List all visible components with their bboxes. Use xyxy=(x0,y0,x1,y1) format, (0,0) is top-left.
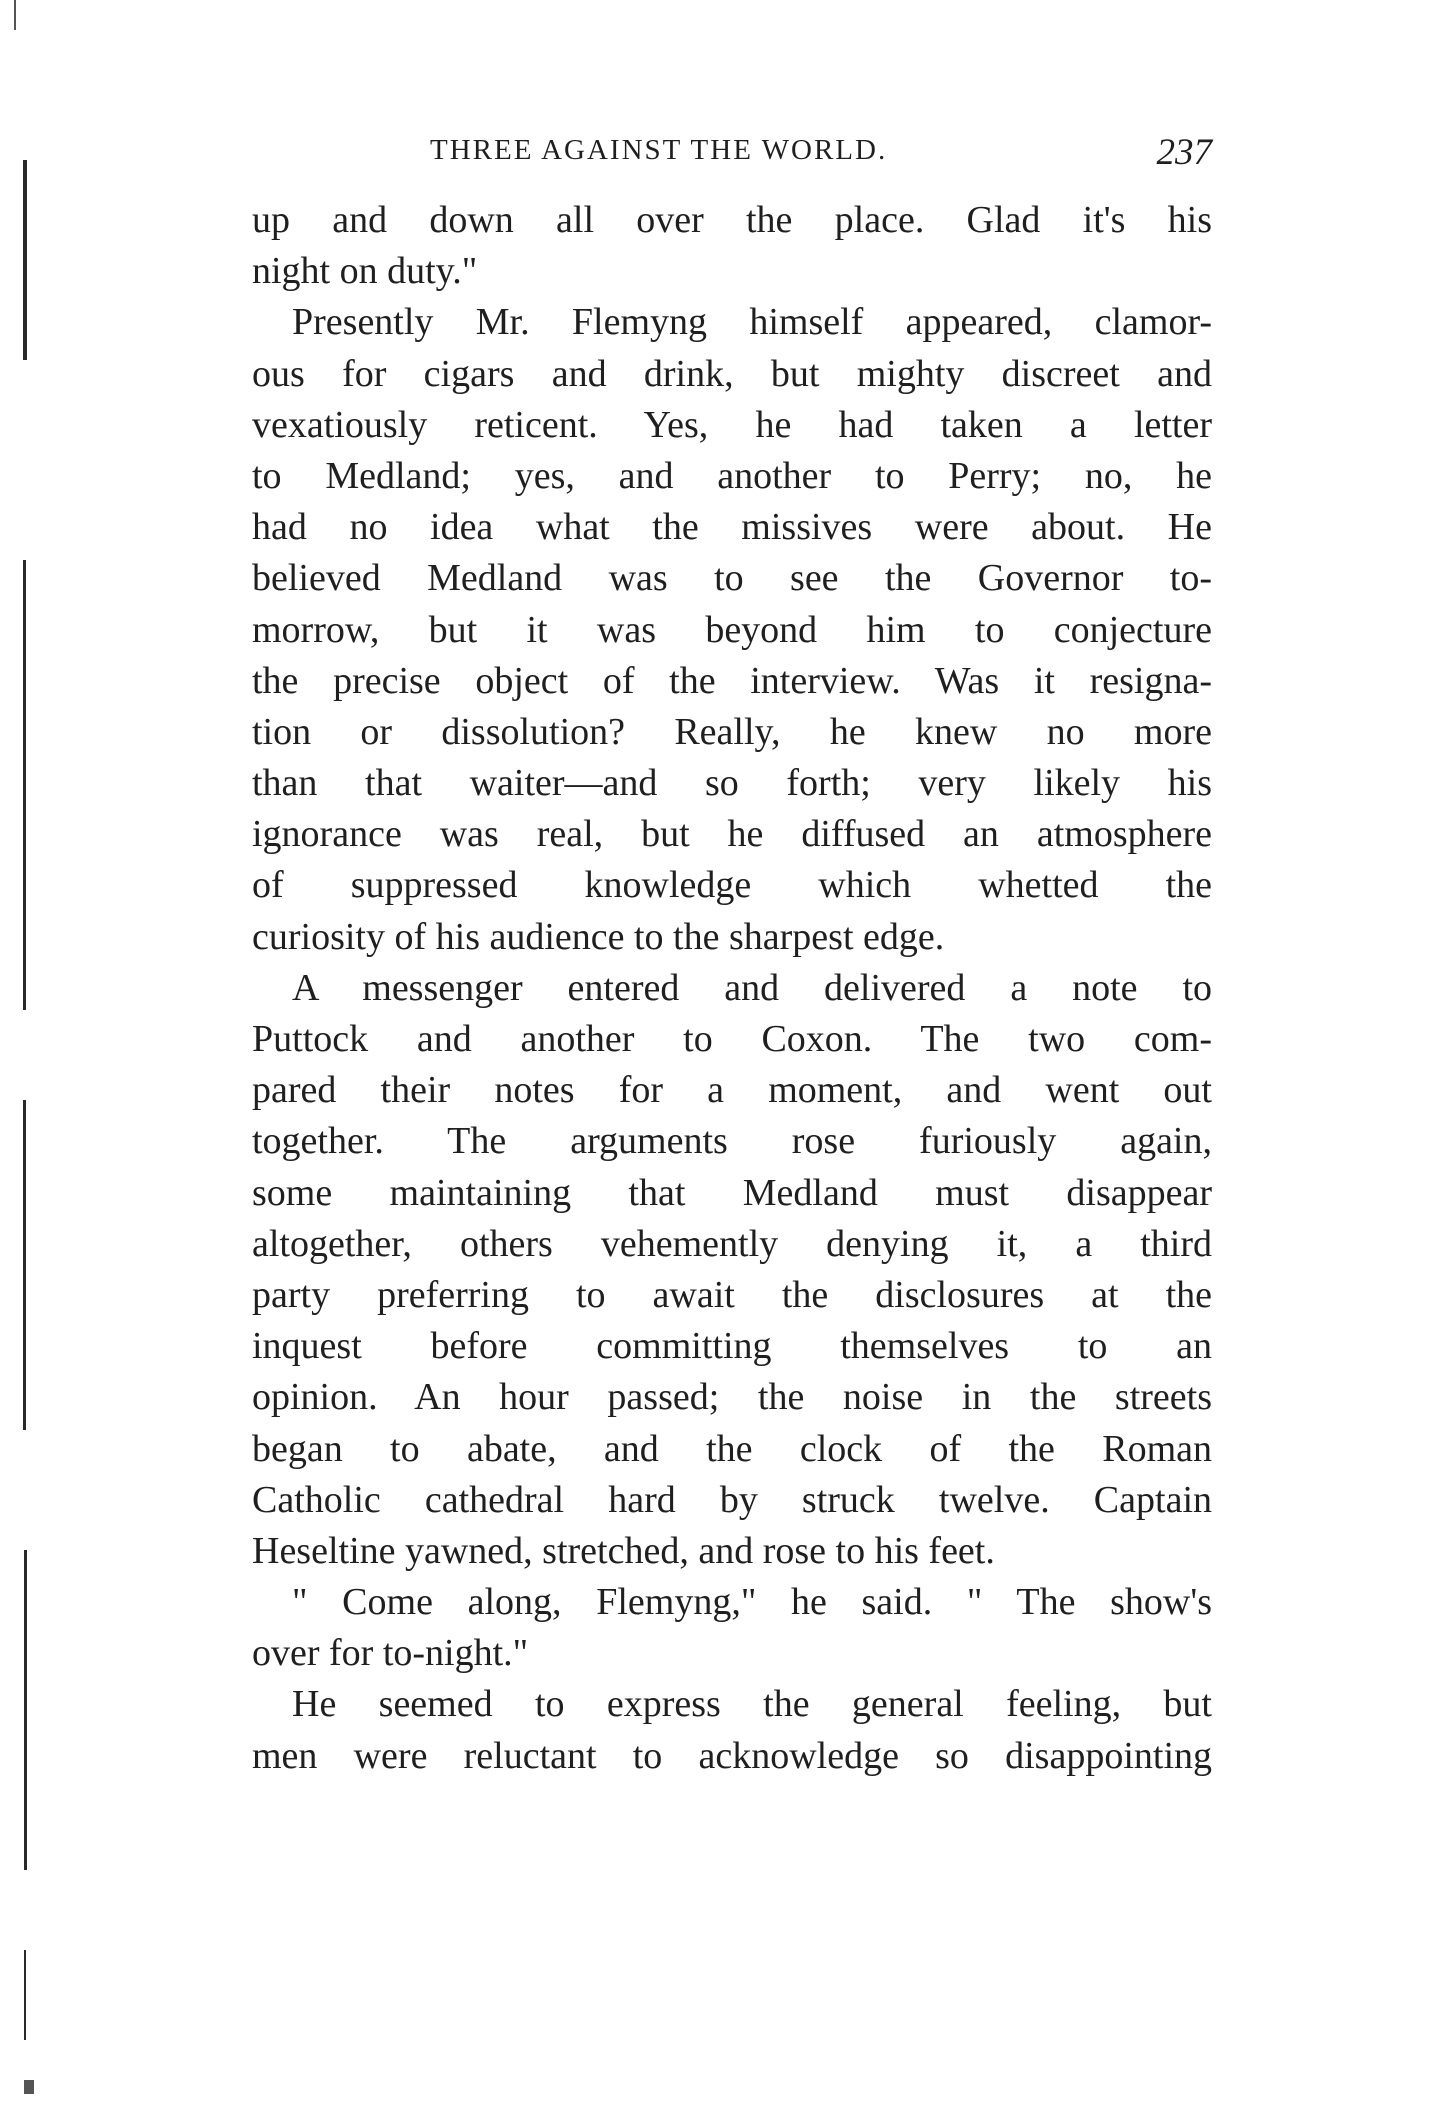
page-number: 237 xyxy=(1156,132,1212,173)
running-header-title: THREE AGAINST THE WORLD. xyxy=(430,134,888,166)
text-line: believed Medland was to see the Governor to- xyxy=(252,557,1212,600)
binding-edge-mark xyxy=(24,1550,27,1870)
text-line: than that waiter—and so forth; very likely his xyxy=(252,762,1212,805)
text-line: " Come along, Flemyng," he said. " The show's xyxy=(292,1581,1212,1624)
text-line: Heseltine yawned, stretched, and rose to his feet. xyxy=(252,1529,995,1572)
text-line: morrow, but it was beyond him to conjecture xyxy=(252,608,1212,651)
text-line: to Medland; yes, and another to Perry; no, he xyxy=(252,454,1212,497)
text-line: Presently Mr. Flemyng himself appeared, clamor- xyxy=(292,301,1212,344)
text-line: over for to-night." xyxy=(252,1632,529,1675)
binding-edge-mark xyxy=(24,1950,26,2040)
binding-edge-mark xyxy=(23,560,26,1010)
text-line: Puttock and another to Coxon. The two com- xyxy=(252,1018,1212,1060)
text-line: together. The arguments rose furiously again, xyxy=(252,1120,1212,1163)
text-line: altogether, others vehemently denying it, a third xyxy=(252,1222,1212,1265)
binding-edge-tick xyxy=(14,0,16,30)
body-text xyxy=(252,195,1212,1782)
running-header xyxy=(252,134,1212,184)
binding-edge-tick xyxy=(24,2080,34,2094)
text-line: tion or dissolution? Really, he knew no more xyxy=(252,710,1212,753)
text-line: of suppressed knowledge which whetted the xyxy=(252,864,1212,907)
text-line: opinion. An hour passed; the noise in the streets xyxy=(252,1376,1212,1419)
text-line: had no idea what the missives were about. He xyxy=(252,506,1212,549)
text-line: the precise object of the interview. Was it resigna- xyxy=(252,659,1212,702)
binding-edge-mark xyxy=(23,160,27,360)
text-line: some maintaining that Medland must disappear xyxy=(252,1171,1212,1214)
text-line: curiosity of his audience to the sharpest edge. xyxy=(252,915,945,958)
text-line: ous for cigars and drink, but mighty discreet and xyxy=(252,352,1212,395)
text-line: ignorance was real, but he diffused an atmosphere xyxy=(252,813,1212,856)
text-line: night on duty." xyxy=(252,250,478,293)
text-line: Catholic cathedral hard by struck twelve. Captain xyxy=(252,1478,1212,1521)
binding-edge-mark xyxy=(23,1100,26,1430)
text-line: A messenger entered and delivered a note to xyxy=(292,966,1212,1009)
text-line: vexatiously reticent. Yes, he had taken a letter xyxy=(252,403,1212,446)
text-line: men were reluctant to acknowledge so disappointing xyxy=(252,1734,1212,1777)
text-line: inquest before committing themselves to an xyxy=(252,1325,1212,1368)
text-line: party preferring to await the disclosures at the xyxy=(252,1273,1212,1316)
text-line: pared their notes for a moment, and went out xyxy=(252,1069,1212,1112)
text-line: He seemed to express the general feeling, but xyxy=(292,1683,1212,1726)
text-line: began to abate, and the clock of the Roman xyxy=(252,1427,1212,1470)
text-line: up and down all over the place. Glad it's his xyxy=(252,199,1212,241)
